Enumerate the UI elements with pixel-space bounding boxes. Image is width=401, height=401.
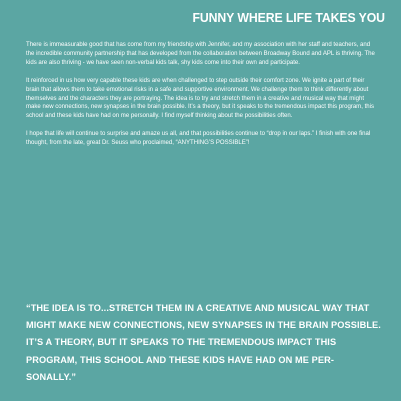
body-paragraph: It reinforced in us how very capable these kids are when challenged to step outside their comfort zone. We ignite a part of their brain that allows them to take emotional risks in a safe and supportive environment. We challenge them to think differently about themselves and the characters they are portraying. The idea is to try and stretch them in a creative and musical way that might make new connections, new synapses in the brain possible. It’s a theory, but it speaks to the tremendous impact this program, this school and these kids have had on me personally. I find myself thinking about the possibilities often. [26, 77, 374, 120]
body-paragraph: There is immeasurable good that has come from my friendship with Jennifer, and my association with her staff and teachers, and the incredible community partnership that has developed from the collaboration between Broadway Bound and APL is thriving. The kids are also thriving - we have seen non-verbal kids talk, shy kids come into their own and participate. [26, 42, 375, 66]
pull-quote: “THE IDEA IS TO...STRETCH THEM IN A CREATIVE AND MUSICAL WAY THAT MIGHT MAKE NEW CONNECTIONS, NEW SYNAPSES IN THE BRAIN POSSIBLE. IT’S A THEORY, BUT IT SPEAKS TO THE TREMENDOUS IMPACT THIS PROGRAM, THIS SCHOOL AND THESE KIDS HAVE HAD ON ME PER-SONALLY.” [26, 303, 381, 382]
article-body [26, 41, 376, 157]
body-paragraph: I hope that life will continue to surprise and amaze us all, and that possibilities continue to “drop in our laps.” I finish with one final thought, from the late, great Dr. Seuss who proclaimed, “ANYTHING’S POSSIBLE”! [26, 131, 371, 147]
article-title: FUNNY WHERE LIFE TAKES YOU [192, 10, 385, 25]
